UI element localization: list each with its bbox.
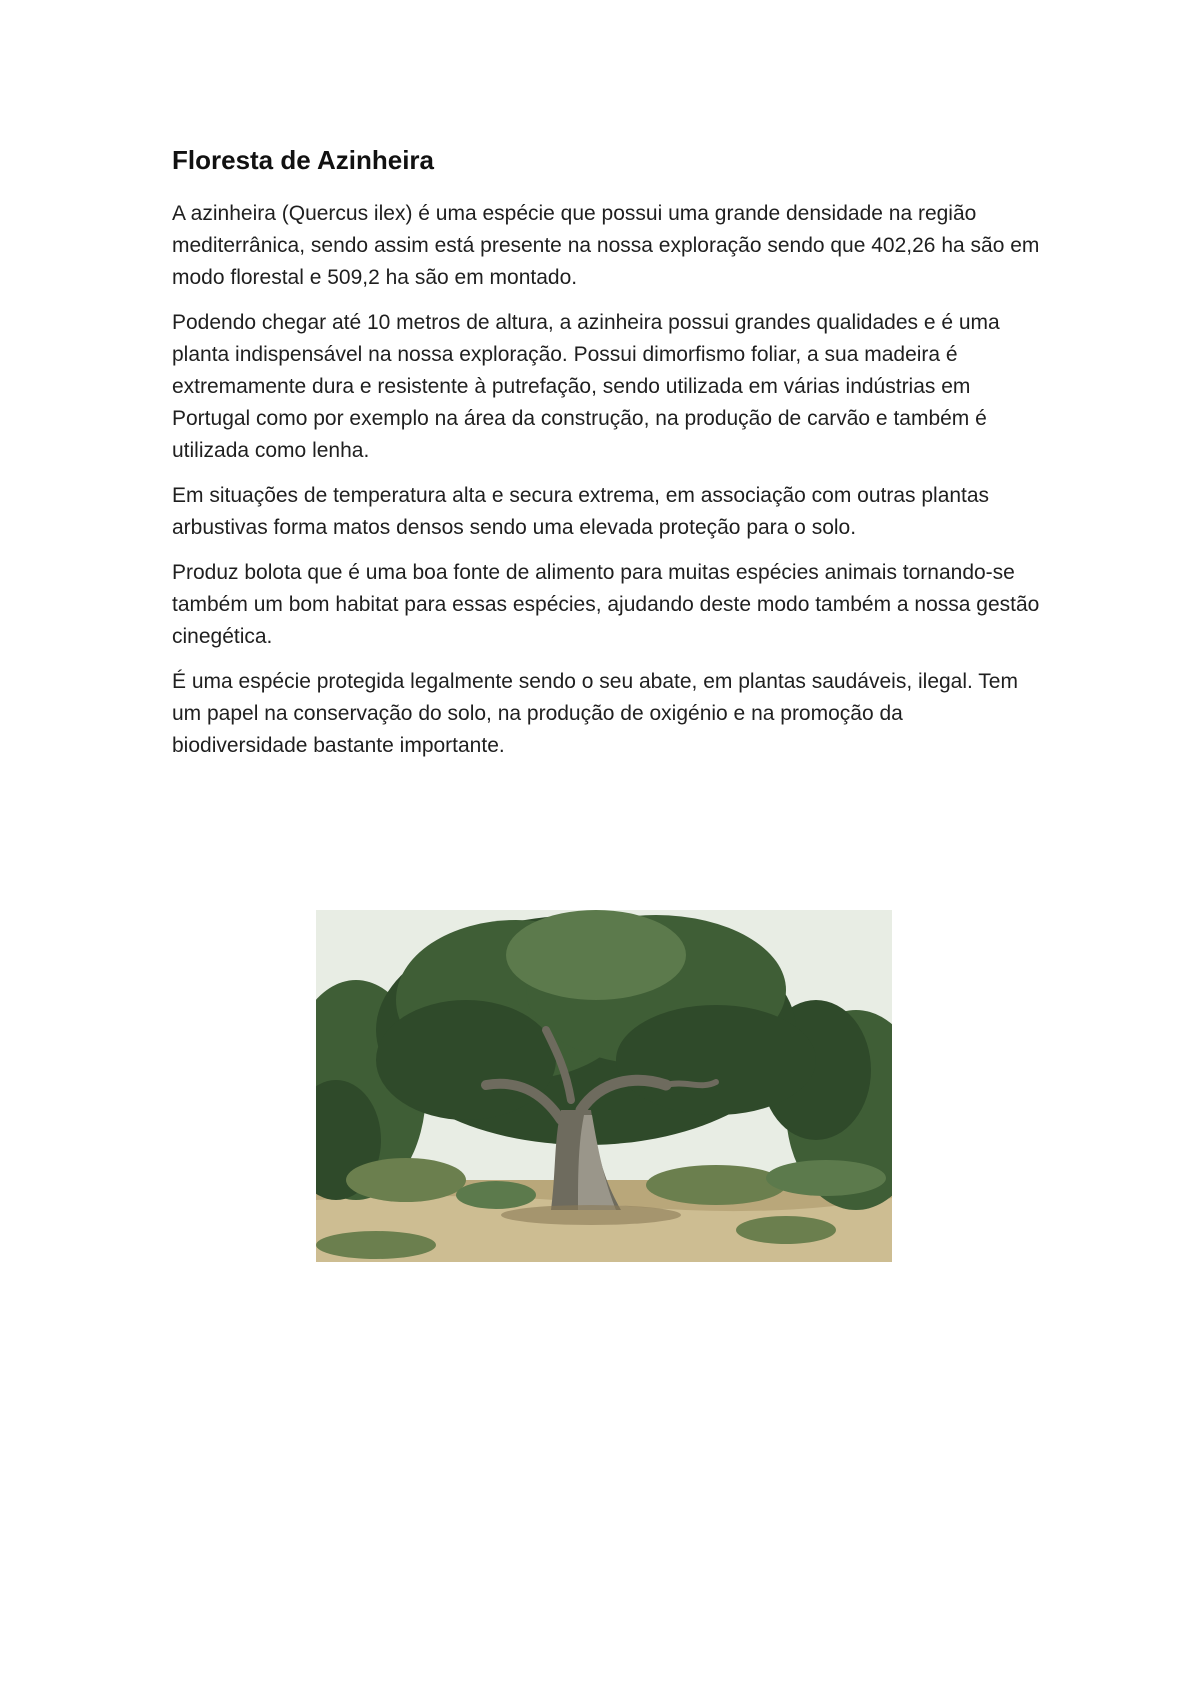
shrub-left [346, 1158, 466, 1202]
holm-oak-tree-icon [316, 910, 892, 1262]
holm-oak-photo [316, 910, 892, 1262]
paragraph-soil-protection: Em situações de temperatura alta e secura extrema, em associação com outras plantas arbustivas forma matos densos sendo uma elevada proteção para o solo. [172, 484, 990, 539]
paragraph-intro: A azinheira (Quercus ilex) é uma espécie que possui uma grande densidade na região mediterrânica, sendo assim está presente na nossa exploração sendo que 402,26 ha são em modo florestal e 509,2 ha são em montado. [172, 202, 1040, 289]
document-body [172, 140, 1042, 775]
shrub-foreground-left [316, 1231, 436, 1259]
shrub-right [646, 1165, 786, 1205]
branch-right-tip [666, 1082, 716, 1085]
canopy-lower-left [376, 1000, 556, 1120]
canopy-lower-right [616, 1005, 816, 1115]
shrub-center-left [456, 1181, 536, 1209]
shrub-far-right [766, 1160, 886, 1196]
paragraph-acorns: Produz bolota que é uma boa fonte de alimento para muitas espécies animais tornando-se também um bom habitat para essas espécies, ajudando deste modo também a nossa gestão cinegética. [172, 561, 1040, 648]
canopy-top [506, 910, 686, 1000]
paragraph-characteristics: Podendo chegar até 10 metros de altura, a azinheira possui grandes qualidades e é uma planta indispensável na nossa exploração. Possui dimorfismo foliar, a sua madeira é extremamente dura e resistente à putrefação, sendo utilizada em várias indústrias em Portugal como por exemplo na área da construção, na produção de carvão e também é utilizada como lenha. [172, 311, 1000, 462]
shrub-foreground-right [736, 1216, 836, 1244]
tree-shadow [501, 1205, 681, 1225]
paragraph-legal-protection: É uma espécie protegida legalmente sendo o seu abate, em plantas saudáveis, ilegal. Tem um papel na conservação do solo, na produção de oxigénio e na promoção da biodiversidade bastante importante. [172, 670, 1018, 757]
document-title: Floresta de Azinheira [172, 145, 434, 175]
